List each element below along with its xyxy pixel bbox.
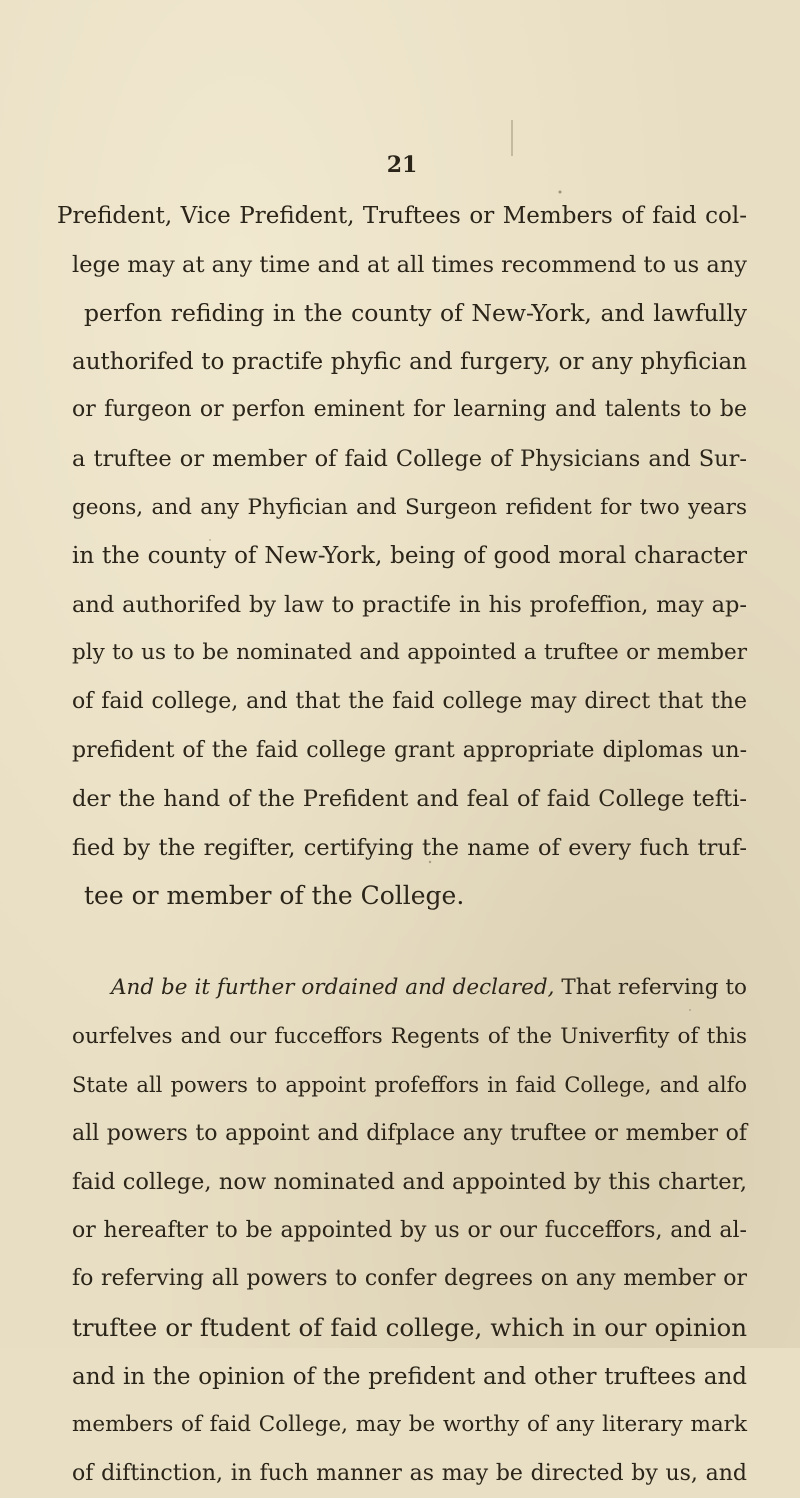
text-line: prefident of the faid college grant appropriate diplomas un- bbox=[72, 737, 747, 763]
text-line: in the county of New-York, being of good moral character bbox=[72, 543, 747, 570]
text-line: ourfelves and our fucceffors Regents of the Univerfity of this bbox=[72, 1023, 747, 1049]
paragraph-2 bbox=[57, 964, 747, 1498]
text-line: faid college, now nominated and appointed by this charter, bbox=[72, 1169, 747, 1196]
text-line-opening bbox=[57, 964, 747, 1013]
text-line: of diftinction, in fuch manner as may be directed by us, and bbox=[72, 1460, 747, 1486]
paragraph-gap bbox=[57, 921, 747, 964]
text-line: members of faid College, may be worthy of any literary mark bbox=[72, 1412, 747, 1438]
text-line: perfon refiding in the county of New-York, and lawfully bbox=[84, 299, 747, 328]
text-line: fo referving all powers to confer degrees on any member or bbox=[72, 1266, 747, 1292]
text-line: Prefident, Vice Prefident, Truftees or Members of faid col- bbox=[57, 203, 747, 229]
text-line: a truftee or member of faid College of Physicians and Sur- bbox=[72, 445, 747, 472]
text-line: lege may at any time and at all times recommend to us any bbox=[72, 251, 747, 278]
text-line: all powers to appoint and difplace any truftee or member of bbox=[72, 1120, 747, 1146]
text-line: or furgeon or perfon eminent for learning and talents to be bbox=[72, 397, 747, 423]
ordinance-opening-text: That referving to bbox=[554, 974, 747, 1000]
text-line: geons, and any Phyfician and Surgeon refident for two years bbox=[72, 494, 747, 520]
page-body bbox=[57, 192, 747, 1498]
page-number: 21 bbox=[386, 152, 418, 178]
text-line: of faid college, and that the faid college may direct that the bbox=[72, 688, 747, 714]
text-line: or hereafter to be appointed by us or our fucceffors, and al- bbox=[72, 1217, 747, 1243]
text-line: and in the opinion of the prefident and other truftees and bbox=[72, 1363, 747, 1390]
text-line: and authorifed by law to practife in his profeffion, may ap- bbox=[72, 591, 747, 618]
text-line: der the hand of the Prefident and feal of faid College tefti- bbox=[72, 786, 747, 813]
ordinance-opening-italic: And be it further ordained and declared, bbox=[111, 974, 555, 1000]
text-line: truftee or ftudent of faid college, which in our opinion bbox=[72, 1313, 747, 1343]
paragraph-1 bbox=[57, 192, 747, 921]
text-line: ply to us to be nominated and appointed a truftee or member bbox=[72, 640, 747, 666]
text-line: tee or member of the College. bbox=[84, 881, 465, 911]
text-line: fied by the regifter, certifying the name of every fuch truf- bbox=[72, 834, 747, 861]
text-line: authorifed to practife phyfic and furgery, or any phyfician bbox=[72, 348, 747, 375]
text-line: State all powers to appoint profeffors in faid College, and alfo bbox=[72, 1073, 747, 1098]
